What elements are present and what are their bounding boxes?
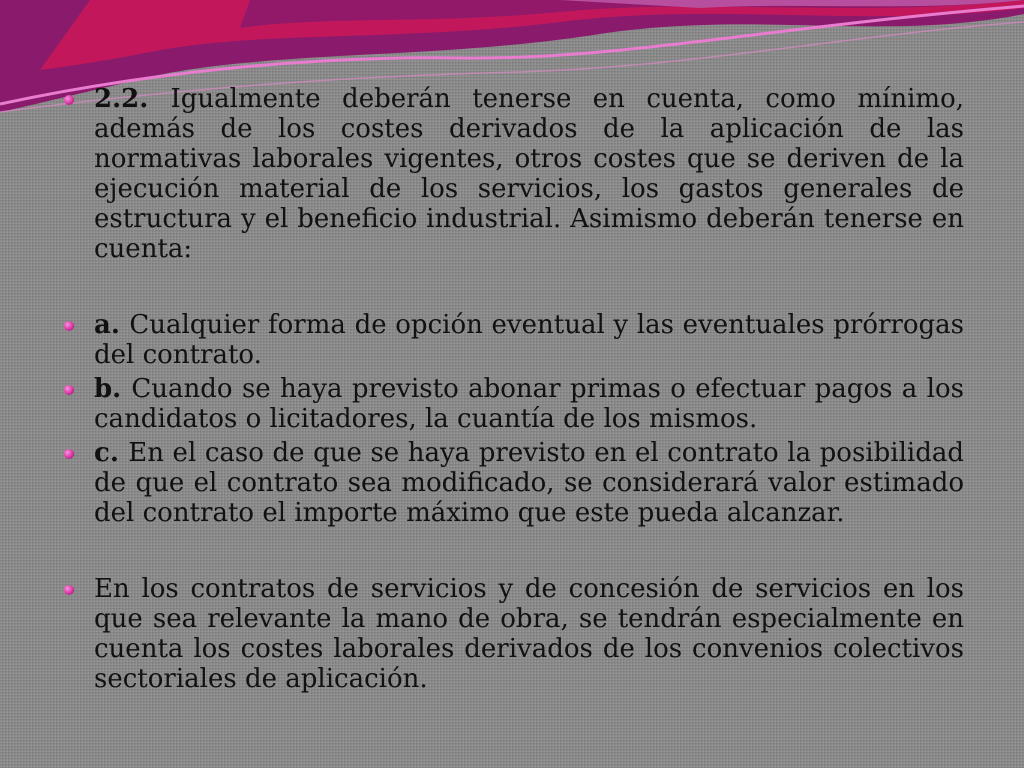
- item-label: c.: [94, 438, 129, 468]
- item-label: a.: [94, 310, 130, 340]
- bullet-dot-icon: [64, 449, 74, 459]
- item-label: b.: [94, 374, 132, 404]
- list-item-c: [62, 438, 964, 528]
- list-item-a: [62, 310, 964, 370]
- item-label: 2.2.: [94, 84, 171, 114]
- item-text: En los contratos de servicios y de concesión de servicios en los que sea relevante la mano de obra, se tendrán especialmente en cuenta los costes laborales derivados de los convenios colectivos sectoriales de aplicación.: [94, 574, 964, 694]
- bullet-dot-icon: [64, 321, 74, 331]
- bullet-dot-icon: [64, 95, 74, 105]
- item-text: Cuando se haya previsto abonar primas o efectuar pagos a los candidatos o licitadores, la cuantía de los mismos.: [94, 374, 964, 434]
- item-text: Cualquier forma de opción eventual y las eventuales prórrogas del contrato.: [94, 310, 964, 370]
- list-item-labor-costs: [62, 574, 964, 694]
- list-item-2-2: [62, 84, 964, 264]
- bullet-dot-icon: [64, 385, 74, 395]
- slide-body: [62, 84, 964, 694]
- item-text: Igualmente deberán tenerse en cuenta, como mínimo, además de los costes derivados de la aplicación de las normativas laborales vigentes, otros costes que se deriven de la ejecución material de los servicios, los gastos generales de estructura y el beneficio industrial. Asimismo deberán tenerse en cuenta:: [94, 84, 964, 264]
- item-text: En el caso de que se haya previsto en el contrato la posibilidad de que el contrato sea modificado, se considerará valor estimado del contrato el importe máximo que este pueda alcanzar.: [94, 438, 964, 528]
- bullet-dot-icon: [64, 585, 74, 595]
- list-item-b: [62, 374, 964, 434]
